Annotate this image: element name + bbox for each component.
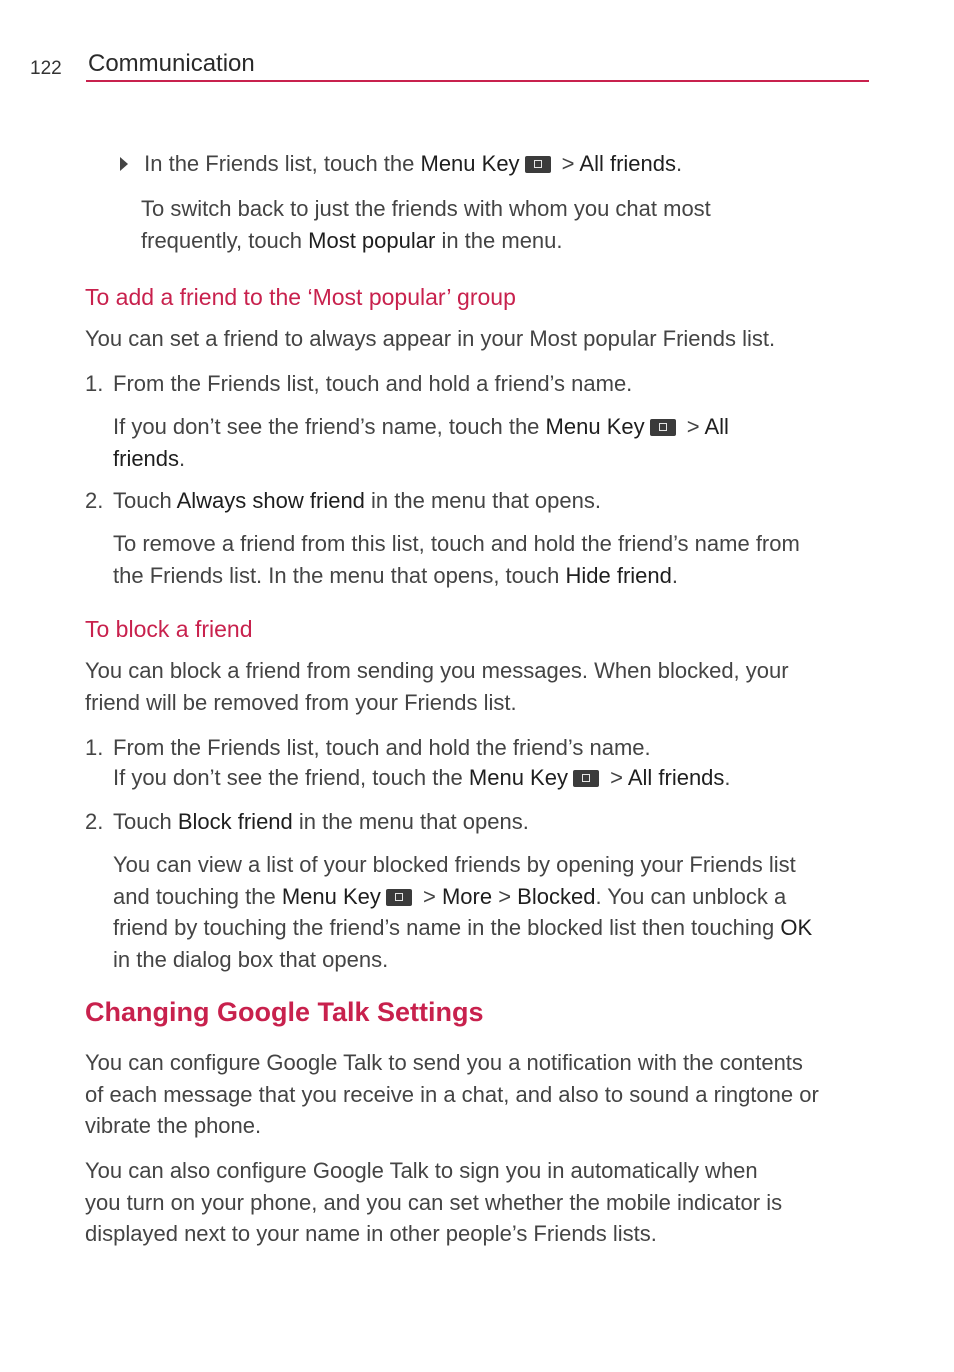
block-note: You can view a list of your blocked friends by opening your Friends list and touching the Menu Key > More > Blocked. You can unblock a friend by touching the friend’s name in the blocked list then touching OK in the dialog box that opens. (113, 852, 813, 972)
settings-paragraph-1: You can configure Google Talk to send you a notification with the contents of each message that you receive in a chat, and also to sound a ringtone or vibrate the phone. (85, 1050, 819, 1138)
intro-note: To switch back to just the friends with whom you chat most frequently, touch Most popular in the menu. (141, 196, 711, 253)
menu-key-icon (525, 156, 551, 173)
bullet-triangle-icon (120, 157, 128, 171)
settings-heading: Changing Google Talk Settings (85, 997, 484, 1027)
add-friend-heading: To add a friend to the ‘Most popular’ group (85, 284, 516, 310)
page-number: 122 (30, 58, 62, 79)
intro-bullet: In the Friends list, touch the Menu Key > All friends. (120, 148, 682, 180)
block-step-1: 1. From the Friends list, touch and hold the friend’s name. If you don’t see the friend, touch the Menu Key > All friends. (85, 735, 731, 790)
settings-paragraph-2: You can also configure Google Talk to sign you in automatically when you turn on your phone, and you can set whether the mobile indicator is displayed next to your name in other people’s Friends lists. (85, 1158, 783, 1246)
add-friend-step-1-note: If you don’t see the friend’s name, touch the Menu Key > All friends. (113, 414, 729, 471)
section-title: Communication (88, 50, 255, 77)
add-friend-step-2-note: To remove a friend from this list, touch and hold the friend’s name from the Friends list. In the menu that opens, touch Hide friend. (113, 531, 800, 588)
block-lead: You can block a friend from sending you messages. When blocked, your friend will be removed from your Friends list. (85, 658, 789, 715)
add-friend-step-1: 1. From the Friends list, touch and hold a friend’s name. (85, 371, 633, 396)
add-friend-step-2: 2. Touch Always show friend in the menu that opens. (85, 488, 601, 513)
block-step-2: 2. Touch Block friend in the menu that opens. (85, 809, 529, 834)
menu-key-icon (386, 889, 412, 906)
add-friend-lead: You can set a friend to always appear in your Most popular Friends list. (85, 326, 776, 351)
menu-key-icon (650, 419, 676, 436)
header-rule (86, 80, 869, 82)
menu-key-icon (573, 770, 599, 787)
block-heading: To block a friend (85, 616, 253, 642)
